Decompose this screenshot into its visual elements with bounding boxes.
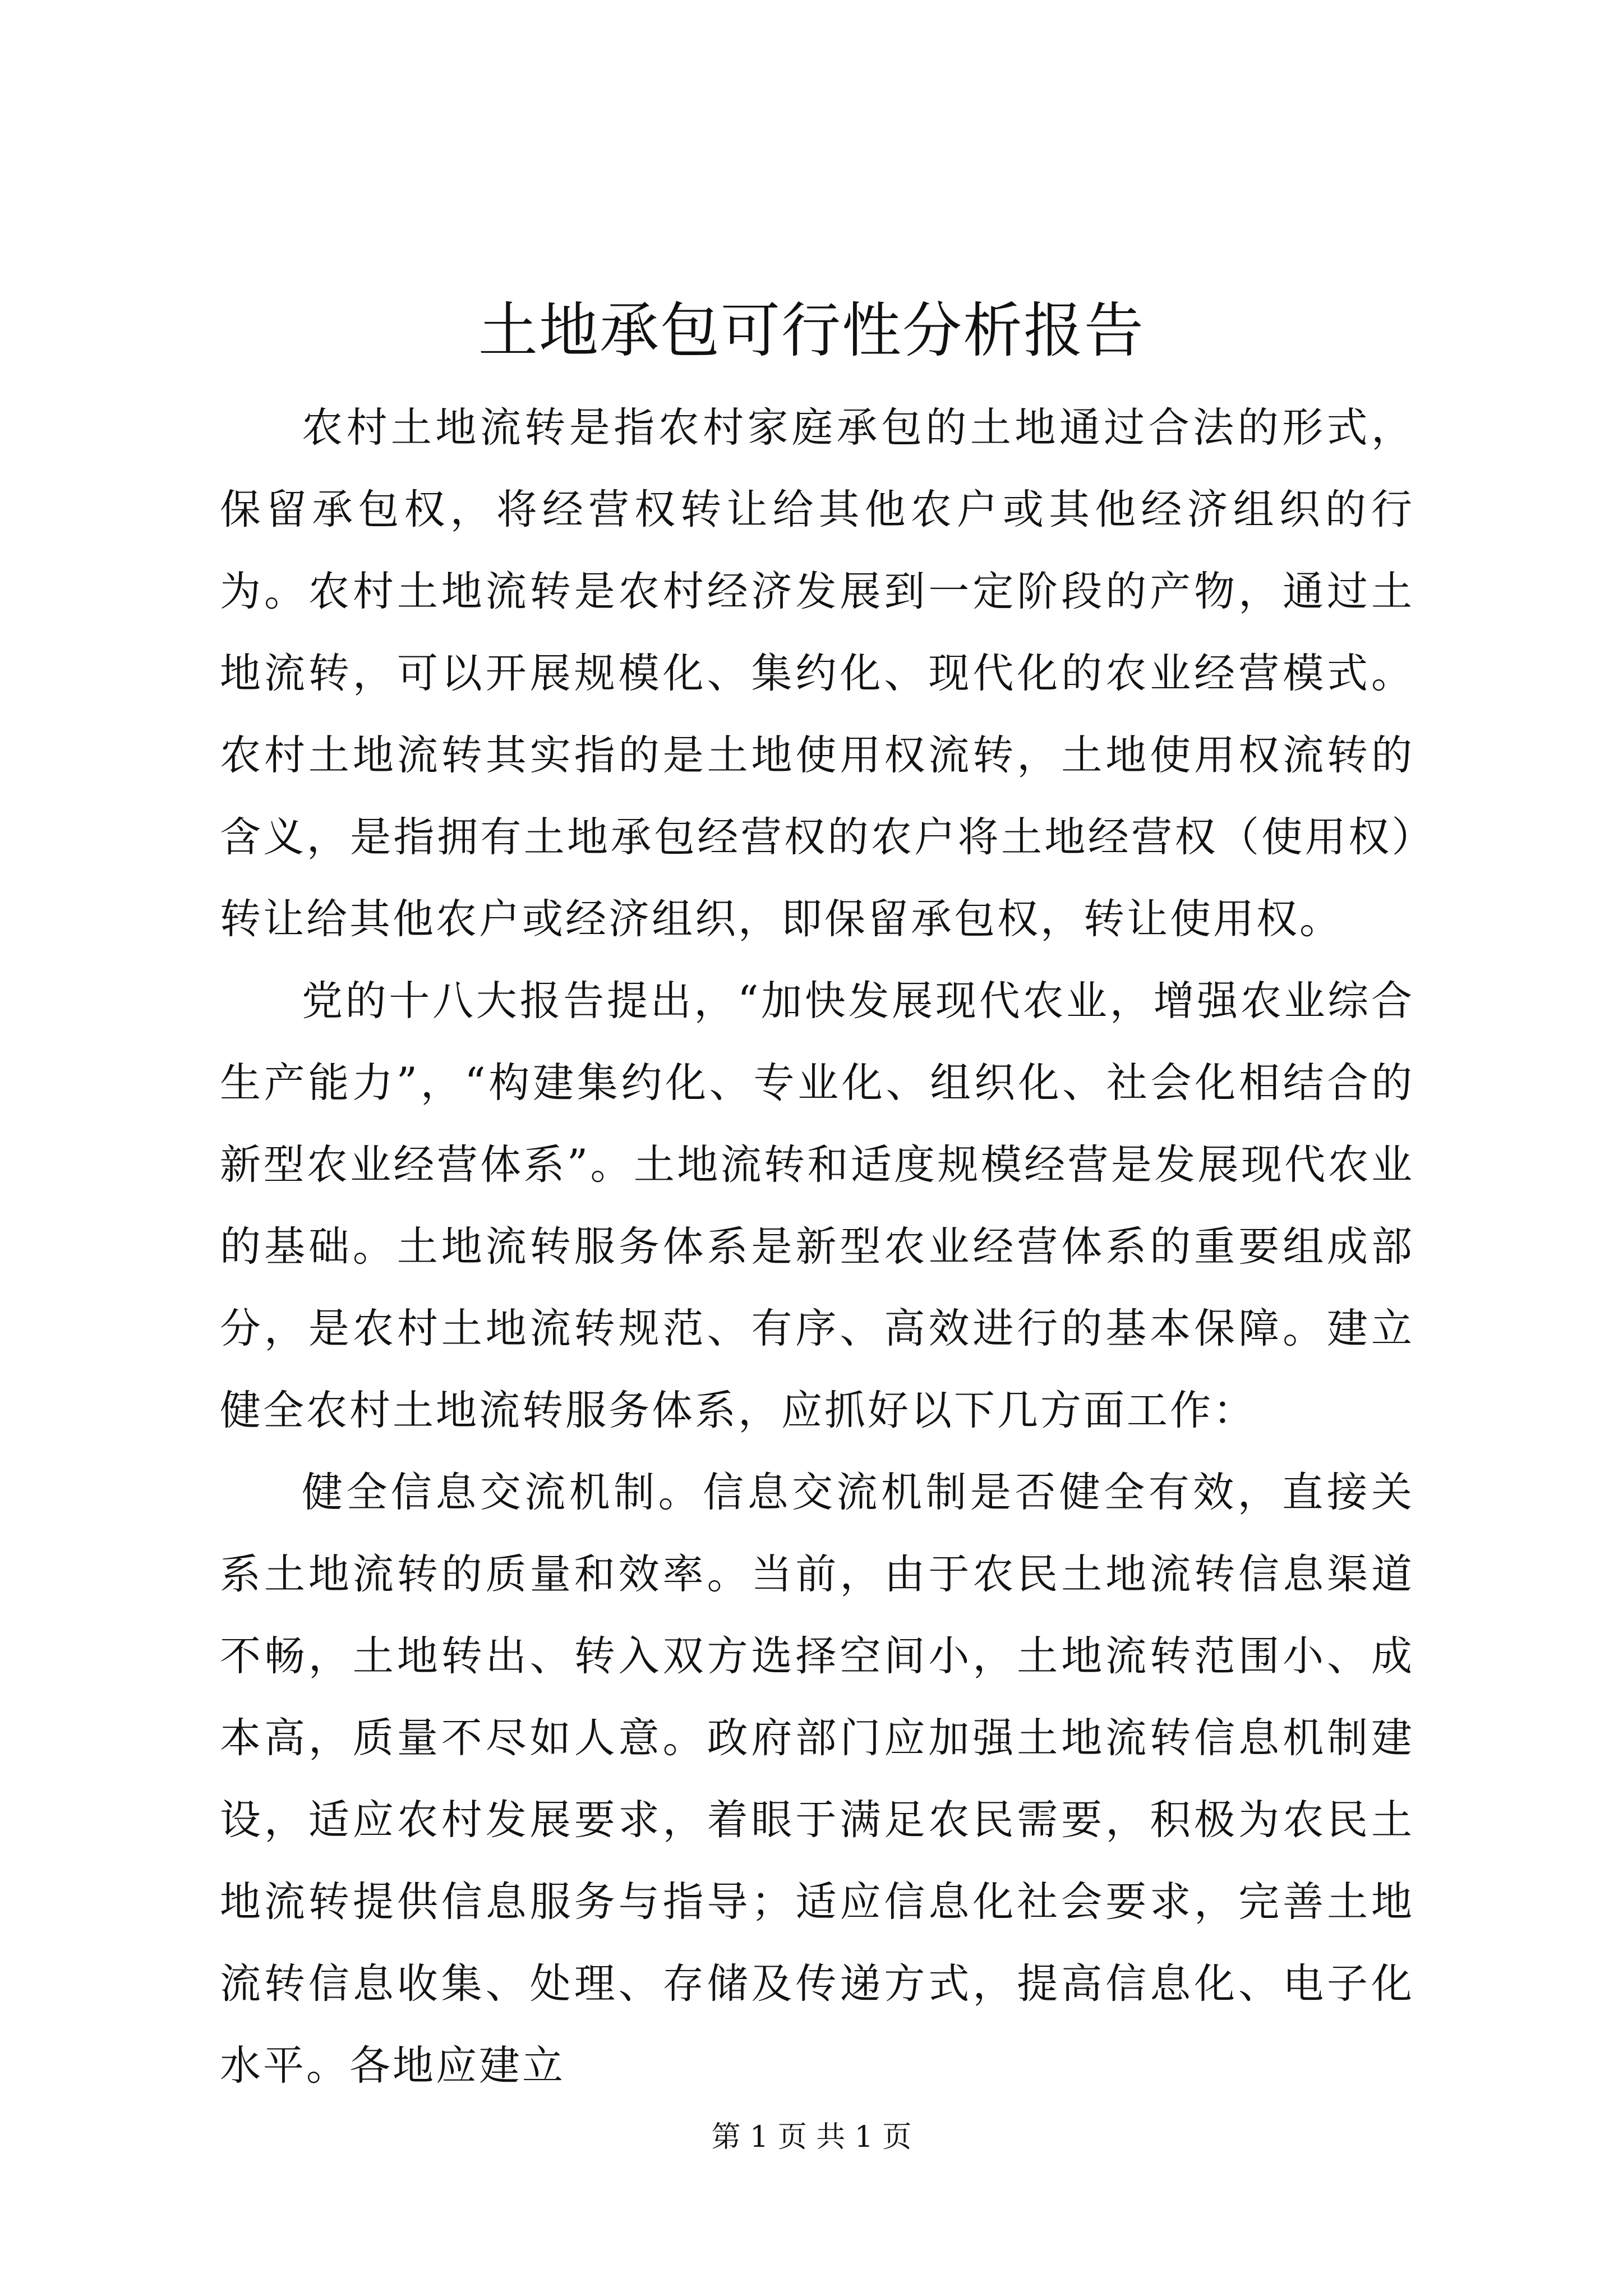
paragraph-2: 党的十八大报告提出，“加快发展现代农业，增强农业综合生产能力”，“构建集约化、专业化、组织化、社会化相结合的新型农业经营体系”。土地流转和适度规模经营是发展现代农业的基础。土地流转服务体系是新型农业经营体系的重要组成部分，是农村土地流转规范、有序、高效进行的基本保障。建立健全农村土地流转服务体系，应抓好以下几方面工作：	[220, 977, 1414, 1434]
document-body	[220, 387, 1414, 2107]
page-footer: 第 1 页 共 1 页	[711, 2120, 912, 2154]
paragraph-3: 健全信息交流机制。信息交流机制是否健全有效，直接关系土地流转的质量和效率。当前，由于农民土地流转信息渠道不畅，土地转出、转入双方选择空间小，土地流转范围小、成本高，质量不尽如人意。政府部门应加强土地流转信息机制建设，适应农村发展要求，着眼于满足农民需要，积极为农民土地流转提供信息服务与指导；适应信息化社会要求，完善土地流转信息收集、处理、存储及传递方式，提高信息化、电子化水平。各地应建立	[220, 1469, 1414, 2090]
document-title: 土地承包可行性分析报告	[478, 296, 1145, 365]
paragraph-1: 农村土地流转是指农村家庭承包的土地通过合法的形式，保留承包权，将经营权转让给其他农户或其他经济组织的行为。农村土地流转是农村经济发展到一定阶段的产物，通过土地流转，可以开展规模化、集约化、现代化的农业经营模式。农村土地流转其实指的是土地使用权流转，土地使用权流转的含义，是指拥有土地承包经营权的农户将土地经营权（使用权）转让给其他农户或经济组织，即保留承包权，转让使用权。	[220, 404, 1414, 943]
